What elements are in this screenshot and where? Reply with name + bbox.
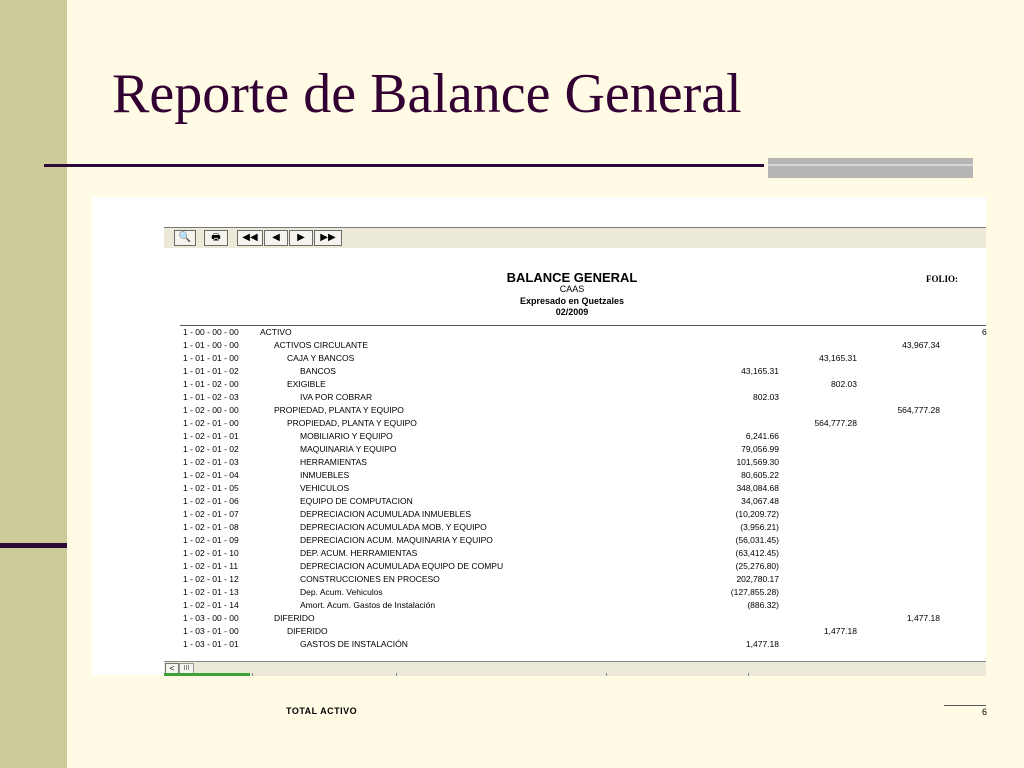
table-row [164,625,986,638]
detail-amount: (3,956.21) [740,522,779,532]
print-preview-button[interactable] [174,230,196,246]
detail-amount: (127,855.28) [730,587,779,597]
account-name: INMUEBLES [300,470,350,480]
account-code: 1 - 02 - 01 - 01 [183,431,239,441]
table-row [164,508,986,521]
table-row [164,391,986,404]
next-page-button[interactable] [289,230,313,246]
account-code: 1 - 02 - 00 - 00 [183,405,239,415]
detail-amount: (10,209.72) [735,509,779,519]
table-row [164,560,986,573]
account-code: 1 - 02 - 01 - 00 [183,418,239,428]
account-code: 1 - 02 - 01 - 10 [183,548,239,558]
status-bar [164,661,986,676]
status-segment [396,673,605,676]
account-name: CONSTRUCCIONES EN PROCESO [300,574,440,584]
group-total-amount: 43,967.34 [902,340,940,350]
detail-amount: 202,780.17 [736,574,779,584]
printer-icon: 🖶 [211,232,221,243]
account-code: 1 - 01 - 02 - 03 [183,392,239,402]
account-code: 1 - 02 - 01 - 07 [183,509,239,519]
account-name: DEPRECIACION ACUMULADA INMUEBLES [300,509,471,519]
magnifier-page-icon: 🔍 [178,232,192,243]
table-row [164,495,986,508]
detail-amount: 802.03 [753,392,779,402]
account-name: DEPRECIACION ACUMULADA EQUIPO DE COMPU [300,561,504,571]
group-total-amount: 564,777.28 [897,405,940,415]
title-underline [44,164,764,167]
table-row [164,482,986,495]
subtotal-amount: 564,777.28 [814,418,857,428]
table-row [164,326,986,339]
account-name: MOBILIARIO Y EQUIPO [300,431,393,441]
total-activo-label: TOTAL ACTIVO [286,706,358,716]
status-segment [748,673,929,676]
account-name: PROPIEDAD, PLANTA Y EQUIPO [287,418,417,428]
account-code: 1 - 01 - 02 - 00 [183,379,239,389]
account-code: 1 - 02 - 01 - 11 [183,561,239,571]
section-total-amount: 6 [982,327,987,337]
account-code: 1 - 00 - 00 - 00 [183,327,239,337]
title-accent-tab [768,158,973,178]
status-progress-segment [164,673,250,676]
account-name: CAJA Y BANCOS [287,353,355,363]
detail-amount: (886.32) [747,600,779,610]
account-code: 1 - 02 - 01 - 04 [183,470,239,480]
previous-page-button[interactable] [264,230,288,246]
account-name: MAQUINARIA Y EQUIPO [300,444,397,454]
account-name: ACTIVO [260,327,292,337]
balance-rows [164,326,986,651]
report-subtitle: Expresado en Quetzales [519,296,625,306]
account-code: 1 - 03 - 01 - 01 [183,639,239,649]
account-name: ACTIVOS CIRCULANTE [274,340,368,350]
account-code: 1 - 02 - 01 - 02 [183,444,239,454]
report-viewer-toolbar [164,227,986,249]
previous-page-icon: ◀ [272,232,280,243]
total-activo-value: 6 [982,707,988,717]
table-row [164,573,986,586]
table-row [164,430,986,443]
status-segment [252,673,395,676]
slide-title: Reporte de Balance General [112,63,742,125]
account-code: 1 - 01 - 00 - 00 [183,340,239,350]
table-row [164,547,986,560]
detail-amount: 43,165.31 [741,366,779,376]
table-row [164,612,986,625]
table-row [164,417,986,430]
first-page-button[interactable] [237,230,263,246]
account-code: 1 - 03 - 00 - 00 [183,613,239,623]
account-name: PROPIEDAD, PLANTA Y EQUIPO [274,405,404,415]
last-page-icon: ▶▶ [320,232,336,243]
group-total-amount: 1,477.18 [906,613,940,623]
detail-amount: 79,056.99 [741,444,779,454]
print-button[interactable] [204,230,228,246]
account-code: 1 - 02 - 01 - 06 [183,496,239,506]
slide-side-accent-line [0,543,67,548]
account-code: 1 - 01 - 01 - 02 [183,366,239,376]
detail-amount: 6,241.66 [745,431,779,441]
account-name: EXIGIBLE [287,379,326,389]
account-name: IVA POR COBRAR [300,392,373,402]
account-name: BANCOS [300,366,336,376]
table-row [164,599,986,612]
table-row [164,404,986,417]
total-rule [944,705,986,706]
account-code: 1 - 02 - 01 - 12 [183,574,239,584]
status-segment [606,673,747,676]
account-name: DEP. ACUM. HERRAMIENTAS [300,548,418,558]
account-name: EQUIPO DE COMPUTACION [300,496,413,506]
detail-amount: 348,084.68 [736,483,779,493]
last-page-button[interactable] [314,230,342,246]
account-name: DIFERIDO [287,626,328,636]
subtotal-amount: 1,477.18 [823,626,857,636]
table-row [164,534,986,547]
table-row [164,469,986,482]
account-name: Dep. Acum. Vehiculos [300,587,383,597]
subtotal-amount: 43,165.31 [819,353,857,363]
detail-amount: 34,067.48 [741,496,779,506]
account-name: HERRAMIENTAS [300,457,367,467]
folio-label: FOLIO: [926,274,959,284]
account-name: DEPRECIACION ACUMULADA MOB. Y EQUIPO [300,522,487,532]
next-page-icon: ▶ [297,232,305,243]
table-row [164,365,986,378]
table-row [164,521,986,534]
account-name: VEHICULOS [300,483,350,493]
account-code: 1 - 02 - 01 - 13 [183,587,239,597]
account-code: 1 - 02 - 01 - 08 [183,522,239,532]
detail-amount: 1,477.18 [745,639,779,649]
first-page-icon: ◀◀ [242,232,258,243]
account-name: DIFERIDO [274,613,315,623]
table-row [164,638,986,651]
detail-amount: (63,412.45) [735,548,779,558]
report-viewer-screenshot [92,197,988,717]
table-row [164,586,986,599]
table-row [164,456,986,469]
detail-amount: (56,031.45) [735,535,779,545]
subtotal-amount: 802.03 [831,379,857,389]
table-row [164,352,986,365]
report-period: 02/2009 [555,307,589,317]
scroll-grip[interactable]: III [179,663,194,675]
detail-amount: 80,605.22 [741,470,779,480]
account-code: 1 - 02 - 01 - 09 [183,535,239,545]
detail-amount: (25,276.80) [735,561,779,571]
table-row [164,443,986,456]
table-row [164,339,986,352]
account-name: Amort. Acum. Gastos de Instalación [300,600,436,610]
account-code: 1 - 01 - 01 - 00 [183,353,239,363]
slide-side-bar [0,0,67,768]
report-title: BALANCE GENERAL [506,270,638,285]
account-name: GASTOS DE INSTALACIÓN [300,639,408,649]
scroll-left-button[interactable]: < [165,663,179,675]
report-company: CAAS [559,284,585,294]
account-code: 1 - 02 - 01 - 03 [183,457,239,467]
account-code: 1 - 03 - 01 - 00 [183,626,239,636]
table-row [164,378,986,391]
account-name: DEPRECIACION ACUM. MAQUINARIA Y EQUIPO [300,535,493,545]
account-code: 1 - 02 - 01 - 14 [183,600,239,610]
account-code: 1 - 02 - 01 - 05 [183,483,239,493]
detail-amount: 101,569.30 [736,457,779,467]
